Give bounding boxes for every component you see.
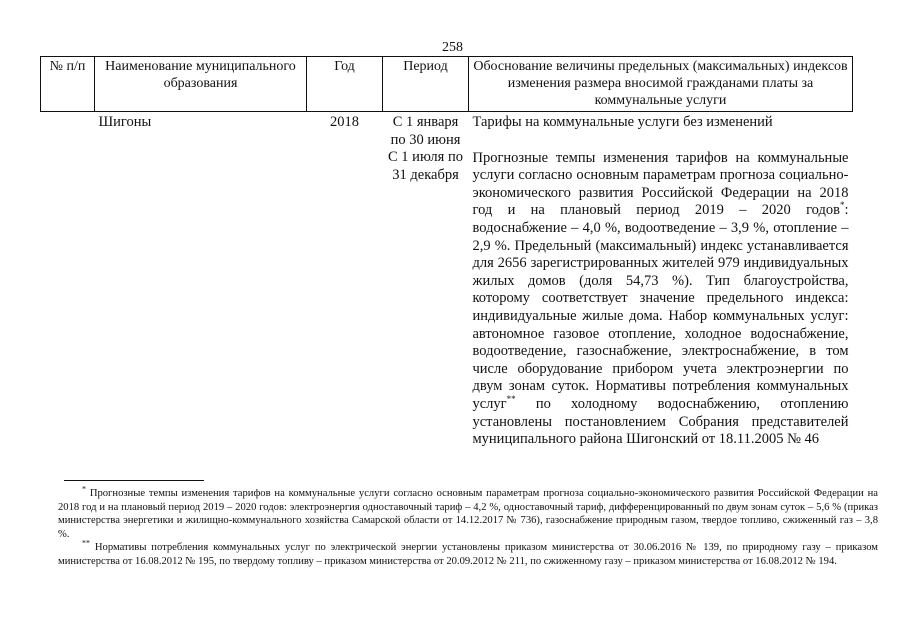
footnote-1-text: Прогнозные темпы изменения тарифов на коммунальные услуги согласно основным параметрам прогноза социально-экономического развития Российской Федерации на 2018 год и на плановый период 2019 – 2020 годов: электроэнергия одноставочный тариф – 4,2 %, одноставочный тариф, дифференцированный по двум зонам суток – 5,6 % (приказ министерства энергетики и жилищно-коммунального хозяйства Самарской области от 14.12.2017 № 736), газоснабжение природным газом, твердое топливо, сжиженный газ – 3,8 %. <box>58 488 878 540</box>
header-year: Год <box>307 57 383 112</box>
footnote-ref-1[interactable]: * <box>839 200 845 211</box>
header-num: № п/п <box>41 57 95 112</box>
basis-text-part-1: Прогнозные темпы изменения тарифов на коммунальные услуги согласно основным параметрам прогноза социально-экономического развития Российской Федерации на 2018 год и на плановый период 2019 – 2020 годов <box>472 149 849 219</box>
page-number: 258 <box>442 40 463 55</box>
basis-text-part-3: по холодному водоснабжению, отоплению установлены постановлением Собрания представителей муниципального района Шигонский от 18.11.2005 № 46 <box>472 395 849 448</box>
footnote-2-text: Нормативы потребления коммунальных услуг по электрической энергии установлены приказом министерства от 30.06.2016 № 139, по природному газу – приказом министерства от 16.08.2012 № 195, по твердому топливу – приказом министерства от 20.09.2012 № 211, по сжиженному газу – приказом министерства от 16.08.2012 № 194. <box>58 542 878 567</box>
period-first-half: С 1 января по 30 июня <box>390 114 461 148</box>
basis-text-part-2: : водоснабжение – 4,0 %, водоотведение – 3,9 %, отопление – 2,9 %. Предельный (максимальный) индекс устанавливается для 2656 зарегистрированных жителей 979 индивидуальных жилых домов (доля 54,73 %). Тип благоустройства, которому соответствует значение предельного индекса: индивидуальные жилые дома. Набор коммунальных услуг: автономное газовое отопление, холодное водоснабжение, водоотведение, газоснабжение, электроснабжение, в том числе оборудование прибором учета электроэнергии по двум зонам суток. Нормативы потребления коммунальных услуг <box>472 202 849 412</box>
footnotes <box>58 484 878 569</box>
cell-num <box>41 112 95 449</box>
header-period: Период <box>383 57 469 112</box>
footnote-2-mark: ** <box>82 538 90 548</box>
table-row <box>41 112 853 449</box>
cell-year: 2018 <box>330 114 359 130</box>
footnote-divider <box>64 480 204 481</box>
table-header-row <box>41 57 853 112</box>
header-basis: Обоснование величины предельных (максимальных) индексов изменения размера вносимой гражданами платы за коммунальные услуги <box>469 57 853 112</box>
footnote-2 <box>58 538 878 568</box>
footnote-ref-2[interactable]: ** <box>506 394 516 405</box>
tariff-table <box>40 56 853 449</box>
footnote-1-mark: * <box>82 484 86 494</box>
basis-second-half <box>473 150 849 449</box>
period-second-half: С 1 июля по 31 декабря <box>388 149 463 183</box>
basis-first-half: Тарифы на коммунальные услуги без изменений <box>472 114 773 130</box>
footnote-1 <box>58 484 878 541</box>
header-municipality: Наименование муниципального образования <box>95 57 307 112</box>
cell-municipality: Шигоны <box>98 114 152 130</box>
cell-period <box>383 112 469 449</box>
cell-basis <box>469 112 853 449</box>
